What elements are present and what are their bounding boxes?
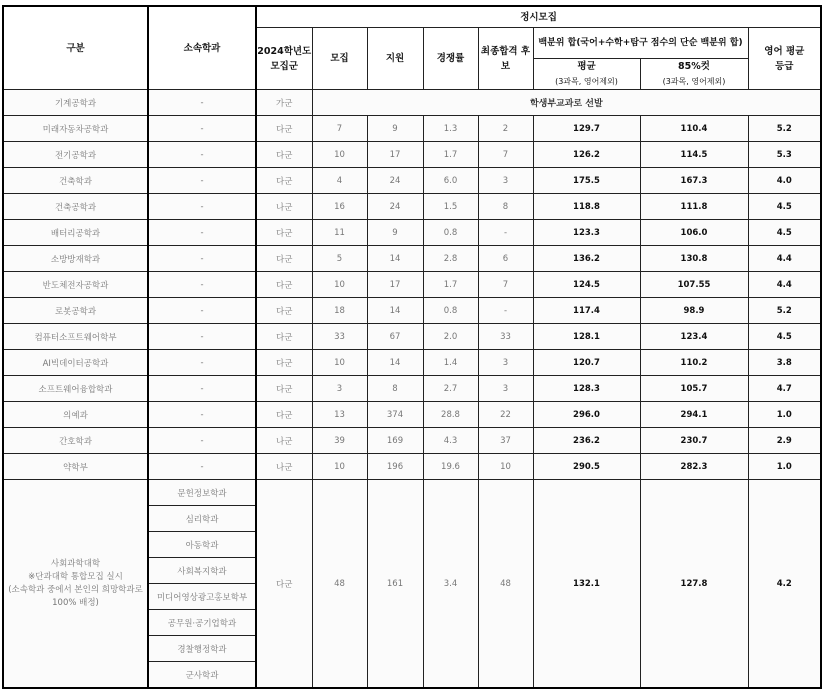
row-category: 컴퓨터소프트웨어학부	[3, 324, 148, 350]
row-category: 소프트웨어융합학과	[3, 376, 148, 402]
row-final: 7	[478, 272, 533, 298]
row-english: 4.5	[748, 194, 821, 220]
row-recruit: 11	[312, 220, 367, 246]
row-cut85: 294.1	[640, 402, 748, 428]
row-ratio: 6.0	[423, 168, 478, 194]
admission-results-table	[2, 5, 822, 689]
row-category: AI빅데이터공학과	[3, 350, 148, 376]
row-english: 2.9	[748, 428, 821, 454]
row-department: -	[148, 428, 256, 454]
row-average: 236.2	[533, 428, 640, 454]
row-group: 다군	[256, 220, 312, 246]
header-average-label: 평균	[577, 61, 596, 72]
row-recruit: 16	[312, 194, 367, 220]
row-apply: 9	[367, 220, 423, 246]
row-english: 1.0	[748, 402, 821, 428]
row-cut85: 111.8	[640, 194, 748, 220]
row-cut85: 98.9	[640, 298, 748, 324]
table-row	[3, 90, 821, 116]
row-final: 8	[478, 194, 533, 220]
row-group: 다군	[256, 402, 312, 428]
header-cut85-label: 85%컷	[678, 61, 710, 72]
row-department: 문헌정보학과	[148, 480, 256, 506]
row-recruit: 3	[312, 376, 367, 402]
row-english: 4.7	[748, 376, 821, 402]
row-recruit: 10	[312, 142, 367, 168]
table-row	[3, 428, 821, 454]
row-apply: 17	[367, 142, 423, 168]
row-department: 경찰행정학과	[148, 636, 256, 662]
row-english: 5.2	[748, 298, 821, 324]
row-recruit: 4	[312, 168, 367, 194]
table-row	[3, 324, 821, 350]
row-department: 아동학과	[148, 532, 256, 558]
social-name-line: (소속학과 중에서 본인의 희망학과로 100% 배정)	[8, 584, 143, 608]
row-apply: 196	[367, 454, 423, 480]
row-department: -	[148, 298, 256, 324]
table-row	[3, 350, 821, 376]
row-average: 128.3	[533, 376, 640, 402]
row-department: -	[148, 116, 256, 142]
row-group: 다군	[256, 116, 312, 142]
row-ratio: 0.8	[423, 220, 478, 246]
table-row	[3, 376, 821, 402]
table-row	[3, 220, 821, 246]
row-recruit: 39	[312, 428, 367, 454]
row-average: 120.7	[533, 350, 640, 376]
row-final: 37	[478, 428, 533, 454]
row-average: 175.5	[533, 168, 640, 194]
table-row	[3, 246, 821, 272]
row-final: 10	[478, 454, 533, 480]
row-ratio: 2.8	[423, 246, 478, 272]
header-average-sub: (3과목, 영어제외)	[555, 77, 618, 86]
row-department: -	[148, 272, 256, 298]
row-recruit: 48	[312, 480, 367, 689]
row-english: 4.5	[748, 220, 821, 246]
row-recruit: 33	[312, 324, 367, 350]
row-cut85: 123.4	[640, 324, 748, 350]
row-recruit: 7	[312, 116, 367, 142]
row-ratio: 1.7	[423, 142, 478, 168]
row-department: -	[148, 168, 256, 194]
row-recruit: 13	[312, 402, 367, 428]
header-final: 최종합격 후보	[478, 28, 533, 90]
table-row	[3, 298, 821, 324]
row-average: 128.1	[533, 324, 640, 350]
row-cut85: 114.5	[640, 142, 748, 168]
row-cut85: 107.55	[640, 272, 748, 298]
header-group: 2024학년도 모집군	[256, 28, 312, 90]
row-final: 3	[478, 350, 533, 376]
row-final: -	[478, 298, 533, 324]
table-row	[3, 194, 821, 220]
row-recruit: 18	[312, 298, 367, 324]
row-department: 심리학과	[148, 506, 256, 532]
row-group: 나군	[256, 454, 312, 480]
row-apply: 14	[367, 298, 423, 324]
row-average: 132.1	[533, 480, 640, 689]
row-final: 3	[478, 168, 533, 194]
row-department: 공무원·공기업학과	[148, 610, 256, 636]
row-category: 반도체전자공학과	[3, 272, 148, 298]
row-ratio: 4.3	[423, 428, 478, 454]
row-category-social-science	[3, 480, 148, 689]
row-ratio: 2.0	[423, 324, 478, 350]
row-english: 1.0	[748, 454, 821, 480]
header-regular-admission: 정시모집	[256, 6, 821, 28]
row-cut85: 106.0	[640, 220, 748, 246]
row-category: 기계공학과	[3, 90, 148, 116]
row-average: 296.0	[533, 402, 640, 428]
table-row	[3, 168, 821, 194]
table-row	[3, 402, 821, 428]
row-department: -	[148, 376, 256, 402]
row-department: -	[148, 402, 256, 428]
row-group: 다군	[256, 246, 312, 272]
row-cut85: 105.7	[640, 376, 748, 402]
row-group: 다군	[256, 168, 312, 194]
row-average: 136.2	[533, 246, 640, 272]
header-average	[533, 59, 640, 90]
row-final: 3	[478, 376, 533, 402]
row-final: 33	[478, 324, 533, 350]
table-row	[3, 116, 821, 142]
row-ratio: 0.8	[423, 298, 478, 324]
header-department: 소속학과	[148, 6, 256, 90]
row-average: 290.5	[533, 454, 640, 480]
row-note: 학생부교과로 선발	[312, 90, 821, 116]
row-group: 다군	[256, 324, 312, 350]
row-apply: 24	[367, 194, 423, 220]
row-cut85: 110.4	[640, 116, 748, 142]
row-group: 나군	[256, 428, 312, 454]
row-average: 129.7	[533, 116, 640, 142]
row-cut85: 110.2	[640, 350, 748, 376]
row-department: -	[148, 324, 256, 350]
row-apply: 8	[367, 376, 423, 402]
header-english: 영어 평균등급	[748, 28, 821, 90]
row-department: -	[148, 220, 256, 246]
row-recruit: 10	[312, 454, 367, 480]
row-cut85: 230.7	[640, 428, 748, 454]
header-percentile-sum: 백분위 합(국어+수학+탐구 점수의 단순 백분위 합)	[533, 28, 748, 59]
row-english: 5.3	[748, 142, 821, 168]
row-average: 118.8	[533, 194, 640, 220]
row-department: -	[148, 246, 256, 272]
row-group: 나군	[256, 194, 312, 220]
row-english: 3.8	[748, 350, 821, 376]
row-final: 22	[478, 402, 533, 428]
row-category: 전기공학과	[3, 142, 148, 168]
row-department: -	[148, 350, 256, 376]
row-apply: 14	[367, 350, 423, 376]
row-ratio: 1.5	[423, 194, 478, 220]
row-category: 간호학과	[3, 428, 148, 454]
social-name-line: ※단과대학 통합모집 실시	[28, 571, 123, 582]
row-department: 군사학과	[148, 662, 256, 689]
row-department: -	[148, 142, 256, 168]
row-english: 4.5	[748, 324, 821, 350]
row-final: 48	[478, 480, 533, 689]
row-category: 건축학과	[3, 168, 148, 194]
row-english: 4.4	[748, 272, 821, 298]
row-apply: 161	[367, 480, 423, 689]
header-cut85	[640, 59, 748, 90]
row-apply: 374	[367, 402, 423, 428]
row-final: -	[478, 220, 533, 246]
row-category: 소방방재학과	[3, 246, 148, 272]
row-group: 다군	[256, 272, 312, 298]
row-department: -	[148, 90, 256, 116]
row-ratio: 3.4	[423, 480, 478, 689]
table-row	[3, 272, 821, 298]
row-apply: 17	[367, 272, 423, 298]
row-english: 4.4	[748, 246, 821, 272]
row-final: 2	[478, 116, 533, 142]
row-english: 5.2	[748, 116, 821, 142]
row-category: 의예과	[3, 402, 148, 428]
row-english: 4.2	[748, 480, 821, 689]
row-ratio: 19.6	[423, 454, 478, 480]
header-recruit: 모집	[312, 28, 367, 90]
row-department: 사회복지학과	[148, 558, 256, 584]
header-category: 구분	[3, 6, 148, 90]
row-ratio: 2.7	[423, 376, 478, 402]
row-final: 7	[478, 142, 533, 168]
row-category: 배터리공학과	[3, 220, 148, 246]
row-department: -	[148, 194, 256, 220]
row-category: 미래자동차공학과	[3, 116, 148, 142]
row-average: 124.5	[533, 272, 640, 298]
header-ratio: 경쟁률	[423, 28, 478, 90]
row-apply: 67	[367, 324, 423, 350]
row-cut85: 130.8	[640, 246, 748, 272]
row-cut85: 167.3	[640, 168, 748, 194]
row-recruit: 10	[312, 350, 367, 376]
row-apply: 9	[367, 116, 423, 142]
row-apply: 169	[367, 428, 423, 454]
row-apply: 14	[367, 246, 423, 272]
row-group: 다군	[256, 350, 312, 376]
row-average: 117.4	[533, 298, 640, 324]
row-average: 126.2	[533, 142, 640, 168]
header-apply: 지원	[367, 28, 423, 90]
row-group: 가군	[256, 90, 312, 116]
row-ratio: 1.3	[423, 116, 478, 142]
row-category: 건축공학과	[3, 194, 148, 220]
row-category: 로봇공학과	[3, 298, 148, 324]
row-ratio: 1.4	[423, 350, 478, 376]
row-department: 미디어영상광고홍보학부	[148, 584, 256, 610]
row-final: 6	[478, 246, 533, 272]
table-row	[3, 454, 821, 480]
header-cut85-sub: (3과목, 영어제외)	[662, 77, 726, 86]
row-apply: 24	[367, 168, 423, 194]
row-recruit: 10	[312, 272, 367, 298]
row-department: -	[148, 454, 256, 480]
row-group: 다군	[256, 480, 312, 689]
row-cut85: 282.3	[640, 454, 748, 480]
row-ratio: 28.8	[423, 402, 478, 428]
row-group: 다군	[256, 298, 312, 324]
table-row	[3, 142, 821, 168]
row-recruit: 5	[312, 246, 367, 272]
row-ratio: 1.7	[423, 272, 478, 298]
row-group: 다군	[256, 376, 312, 402]
row-english: 4.0	[748, 168, 821, 194]
social-name-line: 사회과학대학	[50, 558, 101, 569]
row-category: 약학부	[3, 454, 148, 480]
row-average: 123.3	[533, 220, 640, 246]
row-cut85: 127.8	[640, 480, 748, 689]
row-group: 다군	[256, 142, 312, 168]
table-row	[3, 480, 821, 506]
